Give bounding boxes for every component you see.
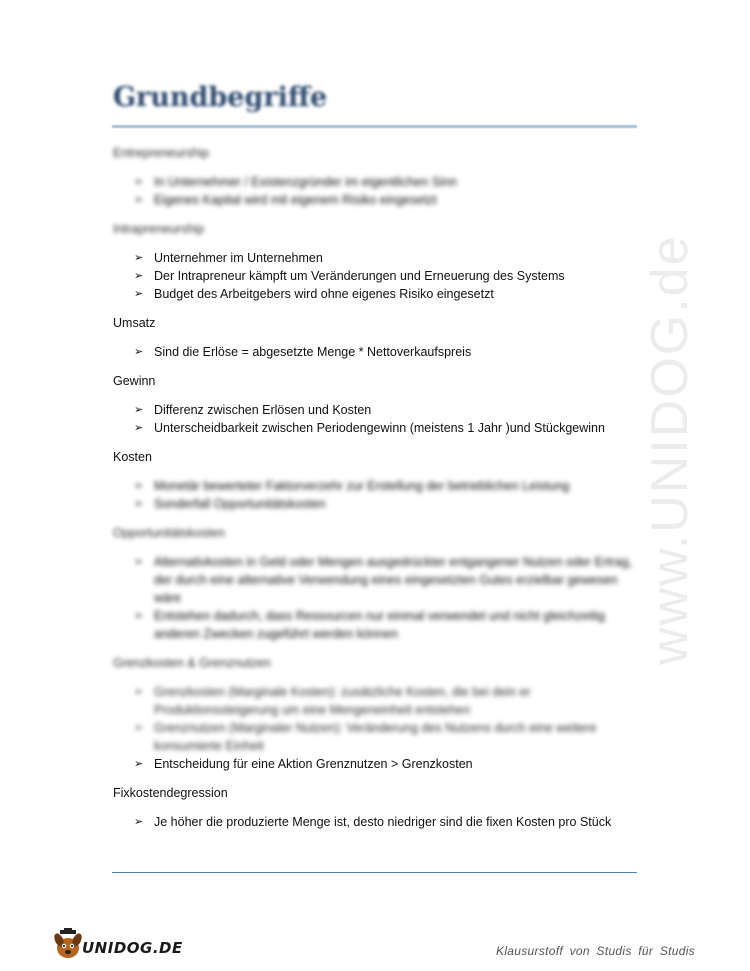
bullet-icon: ➢ — [134, 269, 144, 282]
list-item: ➢ Grenzkosten (Marginale Kosten): zusätzliche Kosten, die bei dein er Produktionssteigerung um eine Mengeneinheit entstehen — [134, 685, 531, 717]
section-fixkostendegression — [113, 784, 643, 831]
section-heading: Opportunitätskosten — [113, 526, 225, 540]
section-heading: Entrepreneurship — [113, 146, 209, 160]
bullet-icon: ➢ — [134, 609, 144, 622]
list-item: ➢ Sonderfall Opportunitätskosten — [134, 497, 326, 511]
bullet-icon: ➢ — [134, 757, 144, 770]
list-item: ➢ Entscheidung für eine Aktion Grenznutzen > Grenzkosten — [134, 757, 473, 771]
bullet-icon: ➢ — [134, 175, 144, 188]
section-heading: Gewinn — [113, 374, 156, 388]
list-item: ➢ Eigenes Kapital wird mit eigenem Risiko eingesetzt — [134, 193, 437, 207]
bullet-list — [113, 401, 643, 437]
bullet-icon: ➢ — [134, 193, 144, 206]
list-item: ➢ Unterscheidbarkeit zwischen Periodengewinn (meistens 1 Jahr )und Stückgewinn — [134, 421, 605, 435]
bullet-icon: ➢ — [134, 287, 144, 300]
bullet-list — [113, 683, 643, 773]
bullet-icon: ➢ — [134, 345, 144, 358]
section-opportunitaetskosten — [113, 524, 643, 643]
list-item: ➢ Sind die Erlöse = abgesetzte Menge * Nettoverkaufspreis — [134, 345, 472, 359]
bullet-icon: ➢ — [134, 497, 144, 510]
list-item: ➢ Monetär bewerteter Faktorverzehr zur Erstellung der betrieblichen Leistung — [134, 479, 570, 493]
list-item: ➢ In Unternehmer / Existenzgründer im eigentlichen Sinn — [134, 175, 457, 189]
list-item: ➢ Differenz zwischen Erlösen und Kosten — [134, 403, 372, 417]
section-gewinn — [113, 372, 643, 437]
bullet-list — [113, 553, 643, 643]
footer-divider — [112, 872, 637, 873]
bullet-list — [113, 477, 643, 513]
section-umsatz — [113, 314, 643, 361]
bullet-icon: ➢ — [134, 815, 144, 828]
list-item: ➢ Der Intrapreneur kämpft um Veränderungen und Erneuerung des Systems — [134, 269, 565, 283]
bullet-list — [113, 813, 643, 831]
bullet-list — [113, 249, 643, 303]
page-title: Grundbegriffe — [113, 82, 328, 113]
footer-tagline: Klausurstoff von Studis für Studis — [496, 944, 695, 958]
logo-wordmark: UNIDOG.DE — [82, 939, 183, 957]
section-grenzkosten — [113, 654, 643, 773]
section-kosten — [113, 448, 643, 513]
document-body — [113, 144, 643, 842]
bullet-icon: ➢ — [134, 403, 144, 416]
section-heading: Fixkostendegression — [113, 786, 228, 800]
list-item: ➢ Budget des Arbeitgebers wird ohne eigenes Risiko eingesetzt — [134, 287, 494, 301]
bullet-icon: ➢ — [134, 251, 144, 264]
list-item: ➢ Je höher die produzierte Menge ist, desto niedriger sind die fixen Kosten pro Stück — [134, 815, 612, 829]
section-heading: Intrapreneurship — [113, 222, 205, 236]
bullet-icon: ➢ — [134, 685, 144, 698]
section-heading: Kosten — [113, 450, 152, 464]
section-entrepreneurship — [113, 144, 643, 209]
watermark: www.UNIDOG.de — [641, 234, 699, 665]
bullet-list — [113, 173, 643, 209]
bullet-icon: ➢ — [134, 721, 144, 734]
bullet-icon: ➢ — [134, 479, 144, 492]
list-item: ➢ Grenznutzen (Marginaler Nutzen): Veränderung des Nutzens durch eine weitere konsumierte Einheit — [134, 721, 597, 753]
list-item: ➢ Alternativkosten in Geld oder Mengen ausgedrückter entgangener Nutzen oder Ertrag, der durch eine alternative Verwendung eines eingesetzten Gutes erzielbar gewesen wäre — [134, 555, 633, 605]
title-underline — [112, 125, 637, 128]
bullet-list — [113, 343, 643, 361]
section-heading: Grenzkosten & Grenznutzen — [113, 656, 271, 670]
list-item: ➢ Unternehmer im Unternehmen — [134, 251, 323, 265]
list-item: ➢ Entstehen dadurch, dass Ressourcen nur einmal verwendet und nicht gleichzeitig anderen Zwecken zugeführt werden können — [134, 609, 605, 641]
section-intrapreneurship — [113, 220, 643, 303]
section-heading: Umsatz — [113, 316, 156, 330]
bullet-icon: ➢ — [134, 555, 144, 568]
bullet-icon: ➢ — [134, 421, 144, 434]
